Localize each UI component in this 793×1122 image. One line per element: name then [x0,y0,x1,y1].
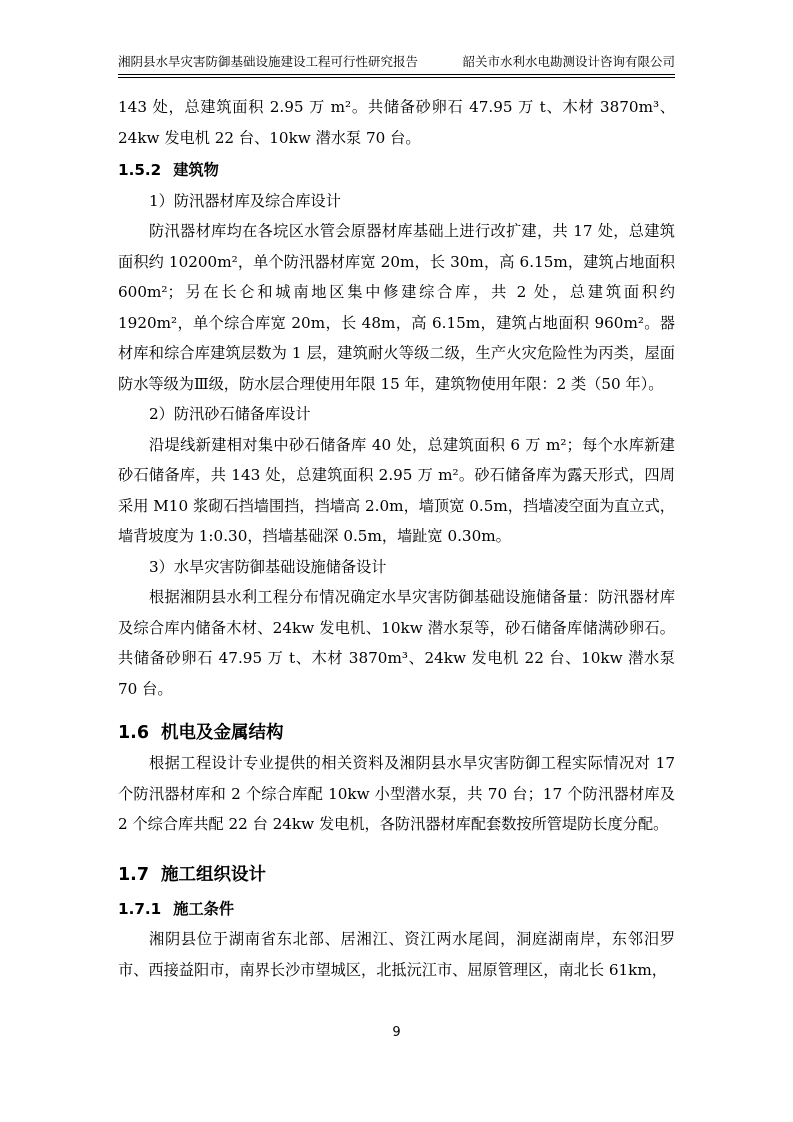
header-rule-thick [118,74,675,75]
subsection-2-body: 沿堤线新建相对集中砂石储备库 40 处，总建筑面积 6 万 m²；每个水库新建砂石储备库，共 143 处，总建筑面积 2.95 万 m²。砂石储备库为露天形式，四周采用 M10 浆砌石挡墙围挡，挡墙高 2.0m，墙顶宽 0.5m，挡墙凌空面为直立式，墙背坡度为 1:0.30，挡墙基础深 0.5m，墙趾宽 0.30m。 [118,435,675,545]
subsection-3-title: 3）水旱灾害防御基础设施储备设计 [149,557,387,576]
header-rule-thin [118,77,675,78]
subsection-3-body: 根据湘阴县水利工程分布情况确定水旱灾害防御基础设施储备量：防汛器材库及综合库内储备木材、24kw 发电机、10kw 潜水泵等，砂石储备库储满砂卵石。共储备砂卵石 47.95 万 t、木材 3870m³、24kw 发电机 22 台、10kw 潜水泵 70 台。 [118,588,675,698]
section-1-6-body: 根据工程设计专业提供的相关资料及湘阴县水旱灾害防御工程实际情况对 17 个防汛器材库和 2 个综合库配 10kw 小型潜水泵，共 70 台；17 个防汛器材库及 2 个综合库共配 22 台 24kw 发电机，各防汛器材库配套数按所管堤防长度分配。 [118,754,675,833]
page-body [118,92,675,985]
section-1-7-1-heading [118,894,675,925]
header-report-title: 湘阴县水旱灾害防御基础设施建设工程可行性研究报告 [118,54,419,69]
section-1-5-2-heading [118,155,675,186]
intro-paragraph: 143 处，总建筑面积 2.95 万 m²。共储备砂卵石 47.95 万 t、木材 3870m³、24kw 发电机 22 台、10kw 潜水泵 70 台。 [118,98,675,147]
header-company-name: 韶关市水利水电勘测设计咨询有限公司 [462,54,675,69]
section-number: 1.7.1 [118,899,162,918]
subsection-2-title: 2）防汛砂石储备库设计 [149,405,311,423]
page-header [118,52,675,74]
section-number: 1.7 [118,864,150,885]
section-title: 施工组织设计 [161,864,267,885]
section-number: 1.5.2 [118,161,162,179]
section-1-7-heading [118,860,675,890]
subsection-1-body: 防汛器材库均在各垸区水管会原器材库基础上进行改扩建，共 17 处，总建筑面积约 10200m²，单个防汛器材库宽 20m，长 30m，高 6.15m，建筑占地面积 600m²；另在长仑和城南地区集中修建综合库，共 2 处，总建筑面积约 1920m²，单个综合库宽 20m，长 48m，高 6.15m，建筑占地面积 960m²。器材库和综合库建筑层数为 1 层，建筑耐火等级二级，生产火灾危险性为丙类，屋面防水等级为Ⅲ级，防水层合理使用年限 15 年，建筑物使用年限：2 类（50 年）。 [118,222,675,393]
section-title: 施工条件 [173,899,234,918]
section-title: 建筑物 [173,161,219,179]
section-number: 1.6 [118,723,150,743]
subsection-1-title: 1）防汛器材库及综合库设计 [149,191,341,210]
section-1-7-1-body: 湘阴县位于湖南省东北部、居湘江、资江两水尾闾，洞庭湖南岸，东邻汨罗市、西接益阳市，南界长沙市望城区，北抵沅江市、屈原管理区，南北长 61km， [118,930,675,979]
section-title: 机电及金属结构 [161,723,284,743]
section-1-6-heading [118,718,675,748]
page-number: 9 [392,1025,401,1040]
